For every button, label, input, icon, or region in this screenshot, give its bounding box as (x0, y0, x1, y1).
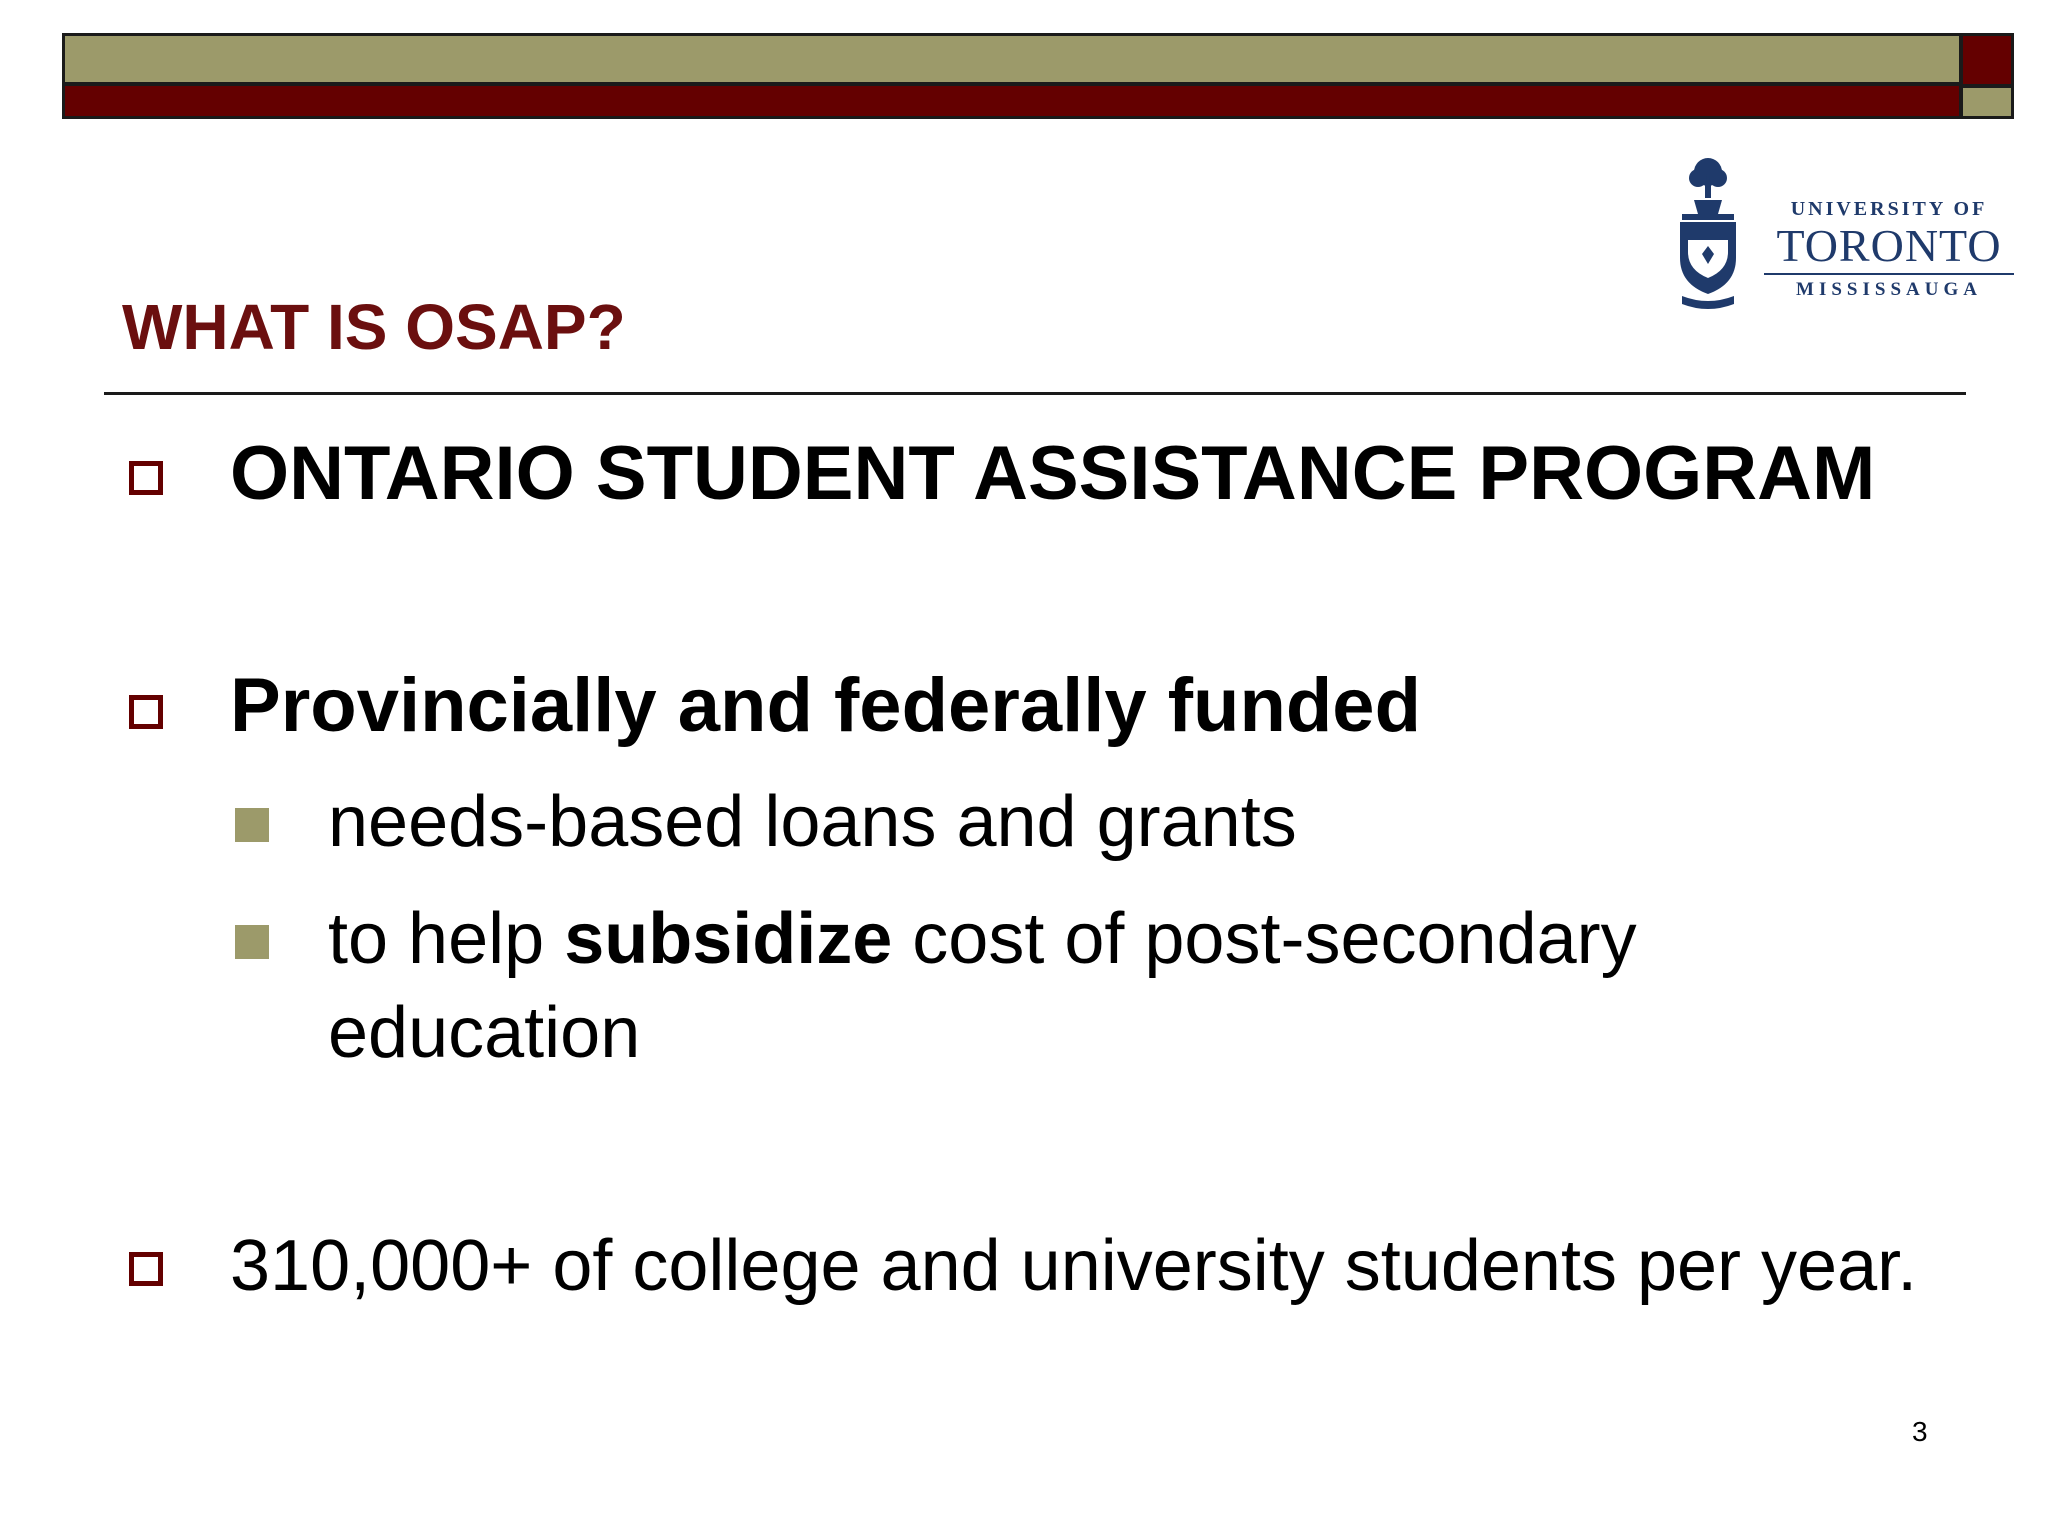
bullet-box-icon (129, 461, 163, 495)
sub-bullet-2-text (328, 892, 1888, 1080)
sub-bullet-2-prefix: to help (328, 899, 565, 979)
bullet-3-text: 310,000+ of college and university students per year. (230, 1226, 1918, 1306)
header-corner-olive (1960, 85, 2014, 119)
sub-bullet-square-icon (235, 925, 269, 959)
bullet-2-text: Provincially and federally funded (230, 663, 1421, 748)
slide-title: WHAT IS OSAP? (122, 291, 626, 363)
bullet-1-text: ONTARIO STUDENT ASSISTANCE PROGRAM (230, 431, 1876, 516)
sub-bullet-2-bold: subsidize (564, 899, 893, 979)
logo-line-campus: MISSISSAUGA (1796, 279, 1982, 300)
logo-wordmark (1758, 198, 2020, 301)
title-divider (104, 392, 1966, 395)
bullet-box-icon (129, 1252, 163, 1286)
sub-bullet-1-text: needs-based loans and grants (328, 782, 1297, 862)
crest-icon (1674, 154, 1742, 309)
sub-bullet-square-icon (235, 808, 269, 842)
bullet-box-icon (129, 695, 163, 729)
sub-bullet-2-suffix: cost of post-secondary education (328, 899, 1637, 1073)
logo-rule (1764, 273, 2014, 275)
page-number: 3 (1912, 1416, 1928, 1447)
header-corner-maroon (1960, 33, 2014, 87)
header-bar-maroon (62, 83, 1962, 119)
logo-line-toronto: TORONTO (1776, 220, 2002, 271)
header-bar-olive (62, 33, 1962, 85)
university-logo (1670, 150, 2020, 315)
logo-line-university: UNIVERSITY OF (1790, 198, 1988, 220)
